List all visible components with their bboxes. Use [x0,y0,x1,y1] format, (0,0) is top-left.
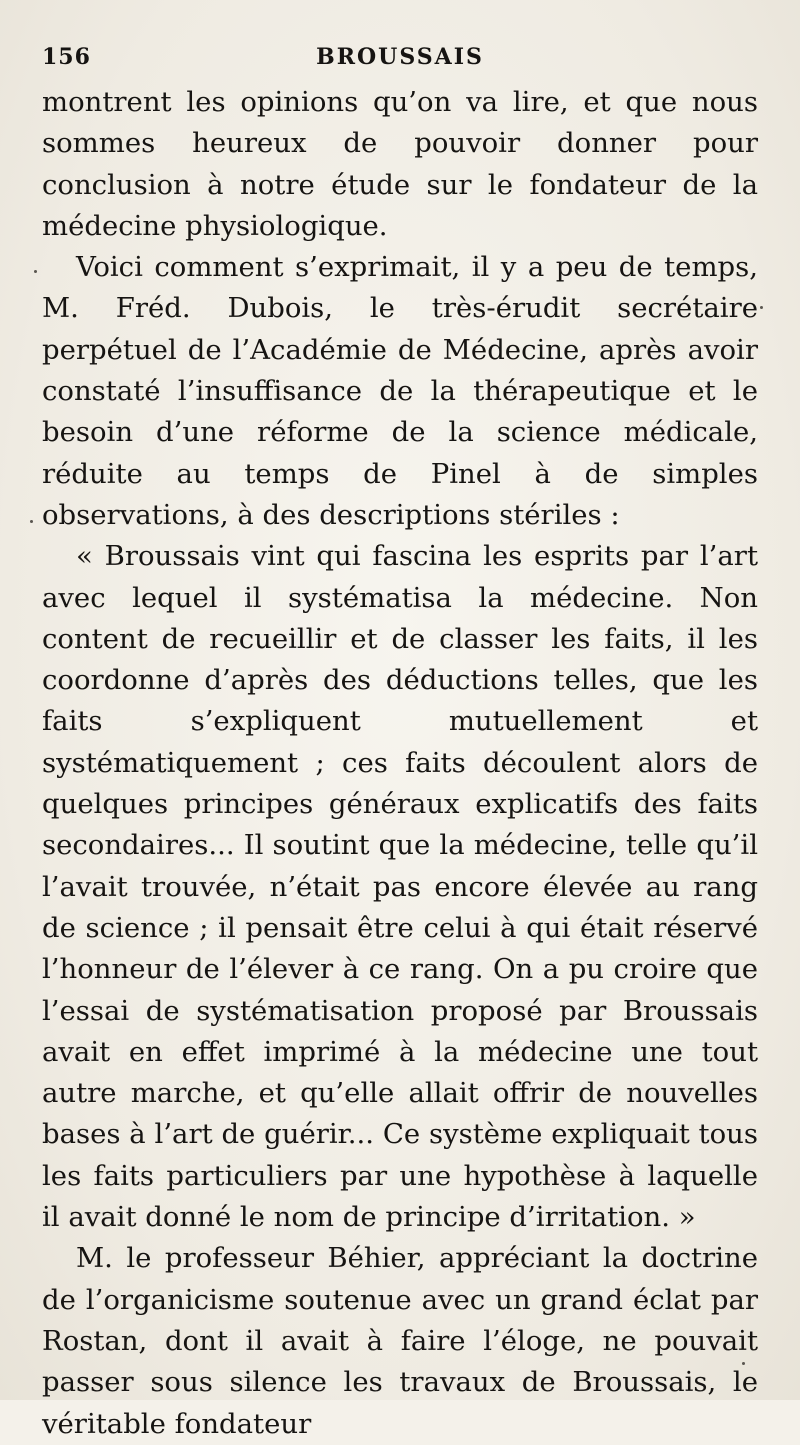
print-speck [30,520,33,523]
print-speck [760,306,763,309]
running-title: BROUSSAIS [316,44,484,70]
print-speck [742,1362,745,1365]
paragraph-continuation: montrent les opinions qu’on va lire, et que nous sommes heureux de pouvoir donner pour conclusion à notre étude sur le fondateur de la médecine physiologique. [42,86,758,242]
print-speck [34,270,37,273]
paragraph-dubois-intro: Voici comment s’exprimait, il y a peu de temps, M. Fréd. Dubois, le très-érudit secrétaire perpétuel de l’Académie de Médecine, après avoir constaté l’insuffisance de la thérapeutique et le besoin d’une réforme de la science médicale, réduite au temps de Pinel à de simples observations, à des descriptions stériles : [42,251,758,531]
paragraph-behier: M. le professeur Béhier, appréciant la doctrine de l’organicisme soutenue avec un grand éclat par Rostan, dont il avait à faire l’éloge, ne pouvait passer sous silence les travaux de Broussais, le véritable fondateur [42,1242,758,1440]
body-text [42,82,758,1445]
paragraph-dubois-quote: « Broussais vint qui fascina les esprits par l’art avec lequel il systématisa la médecine. Non content de recueillir et de classer les faits, il les coordonne d’après des déductions telles, que les faits s’expliquent mutuellement et systématiquement ; ces faits découlent alors de quelques principes généraux explicatifs des faits secondaires... Il soutint que la médecine, telle qu’il l’avait trouvée, n’était pas encore élevée au rang de science ; il pensait être celui à qui était réservé l’honneur de l’élever à ce rang. On a pu croire que l’essai de systématisation proposé par Broussais avait en effet imprimé à la médecine une tout autre marche, et qu’elle allait offrir de nouvelles bases à l’art de guérir... Ce système expliquait tous les faits particuliers par une hypothèse à laquelle il avait donné le nom de principe d’irritation. » [42,540,758,1234]
page-header [42,38,758,78]
page-number: 156 [42,44,91,70]
